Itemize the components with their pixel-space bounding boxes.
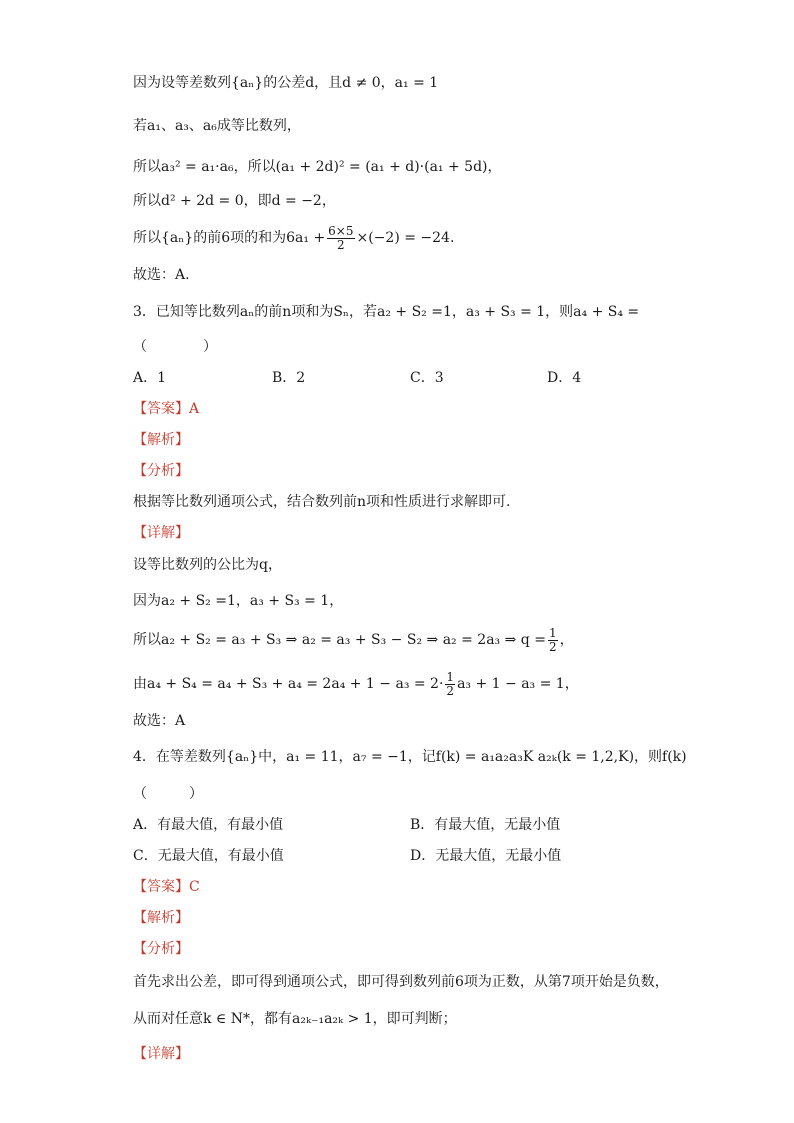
derivation-prefix: 所以a₂ + S₂ = a₃ + S₃ ⇒ a₂ = a₃ + S₃ − S₂ ⇒ a₂ = 2a₃ ⇒ q = — [133, 632, 546, 648]
q3-detail-line-1: 设等比数列的公比为q， — [133, 557, 282, 573]
q4-option-c: C．无最大值，有最小值 — [133, 848, 284, 864]
fraction-denominator: 2 — [446, 683, 455, 698]
solution-line-5 — [133, 222, 454, 254]
fraction-denominator: 2 — [337, 237, 345, 252]
q3-detail-line-4 — [133, 668, 579, 700]
question-3-paren: （ ） — [133, 339, 217, 355]
q3-option-b: B．2 — [272, 370, 306, 386]
q3-xiangjie-heading: 【详解】 — [133, 525, 189, 541]
fraction-denominator: 2 — [548, 639, 557, 654]
q3-answer: 【答案】A — [133, 401, 200, 417]
q4-xiangjie-heading: 【详解】 — [133, 1046, 189, 1062]
q4-option-d: D．无最大值，无最小值 — [410, 848, 562, 864]
q3-detail-line-3 — [133, 624, 574, 656]
solution-conclusion: 故选：A. — [133, 267, 190, 283]
q3-detail-line-2: 因为a₂ + S₂ =1，a₃ + S₃ = 1， — [133, 593, 344, 609]
fraction-numerator: 6×5 — [328, 223, 354, 238]
q4-answer: 【答案】C — [133, 879, 200, 895]
q3-conclusion: 故选：A — [133, 713, 186, 729]
q4-fenxi-text-2: 从而对任意k ∈ N*，都有a₂ₖ₋₁a₂ₖ > 1，即可判断； — [133, 1011, 457, 1027]
solution-line-4: 所以d² + 2d = 0，即d = −2， — [133, 193, 336, 209]
solution-line-2: 若a₁、a₃、a₆成等比数列， — [133, 118, 301, 134]
q4-option-a: A．有最大值，有最小值 — [133, 817, 284, 833]
solution-line-1: 因为设等差数列{aₙ}的公差d，且d ≠ 0，a₁ = 1 — [133, 75, 439, 91]
q3-fenxi-heading: 【分析】 — [133, 463, 189, 479]
q3-jiexi-heading: 【解析】 — [133, 432, 189, 448]
fraction — [327, 225, 354, 252]
q4-fenxi-heading: 【分析】 — [133, 941, 189, 957]
sum-expression-prefix: 所以{aₙ}的前6项的和为6a₁ + — [133, 230, 326, 246]
q3-fenxi-text: 根据等比数列通项公式，结合数列前n项和性质进行求解即可. — [133, 494, 511, 510]
solution-line-3: 所以a₃² = a₁·a₆，所以(a₁ + 2d)² = (a₁ + d)·(a₁ + 5d)， — [133, 159, 502, 175]
fraction — [548, 627, 558, 654]
question-4-stem: 4．在等差数列{aₙ}中，a₁ = 11，a₇ = −1，记f(k) = a₁a₂a₃K a₂ₖ(k = 1,2,K)，则f(k) — [133, 749, 687, 765]
q3-option-c: C．3 — [410, 370, 444, 386]
fraction-numerator: 1 — [548, 625, 557, 640]
q3-option-a: A．1 — [133, 370, 167, 386]
q4-fenxi-text-1: 首先求出公差，即可得到通项公式，即可得到数列前6项为正数，从第7项开始是负数， — [133, 974, 669, 990]
question-3-stem: 3．已知等比数列aₙ的前n项和为Sₙ，若a₂ + S₂ =1，a₃ + S₃ = 1，则a₄ + S₄ = — [133, 304, 640, 320]
derivation-prefix: 由a₄ + S₄ = a₄ + S₃ + a₄ = 2a₄ + 1 − a₃ = 2· — [133, 676, 444, 692]
fraction — [445, 671, 455, 698]
q4-option-b: B．有最大值，无最小值 — [410, 817, 561, 833]
q3-option-d: D．4 — [547, 370, 582, 386]
q4-jiexi-heading: 【解析】 — [133, 910, 189, 926]
sum-expression-suffix: ×(−2) = −24. — [356, 230, 455, 246]
derivation-suffix: ， — [559, 632, 574, 648]
fraction-numerator: 1 — [446, 669, 455, 684]
question-4-paren: （ ） — [133, 786, 203, 802]
derivation-suffix: a₃ + 1 − a₃ = 1， — [457, 676, 579, 692]
